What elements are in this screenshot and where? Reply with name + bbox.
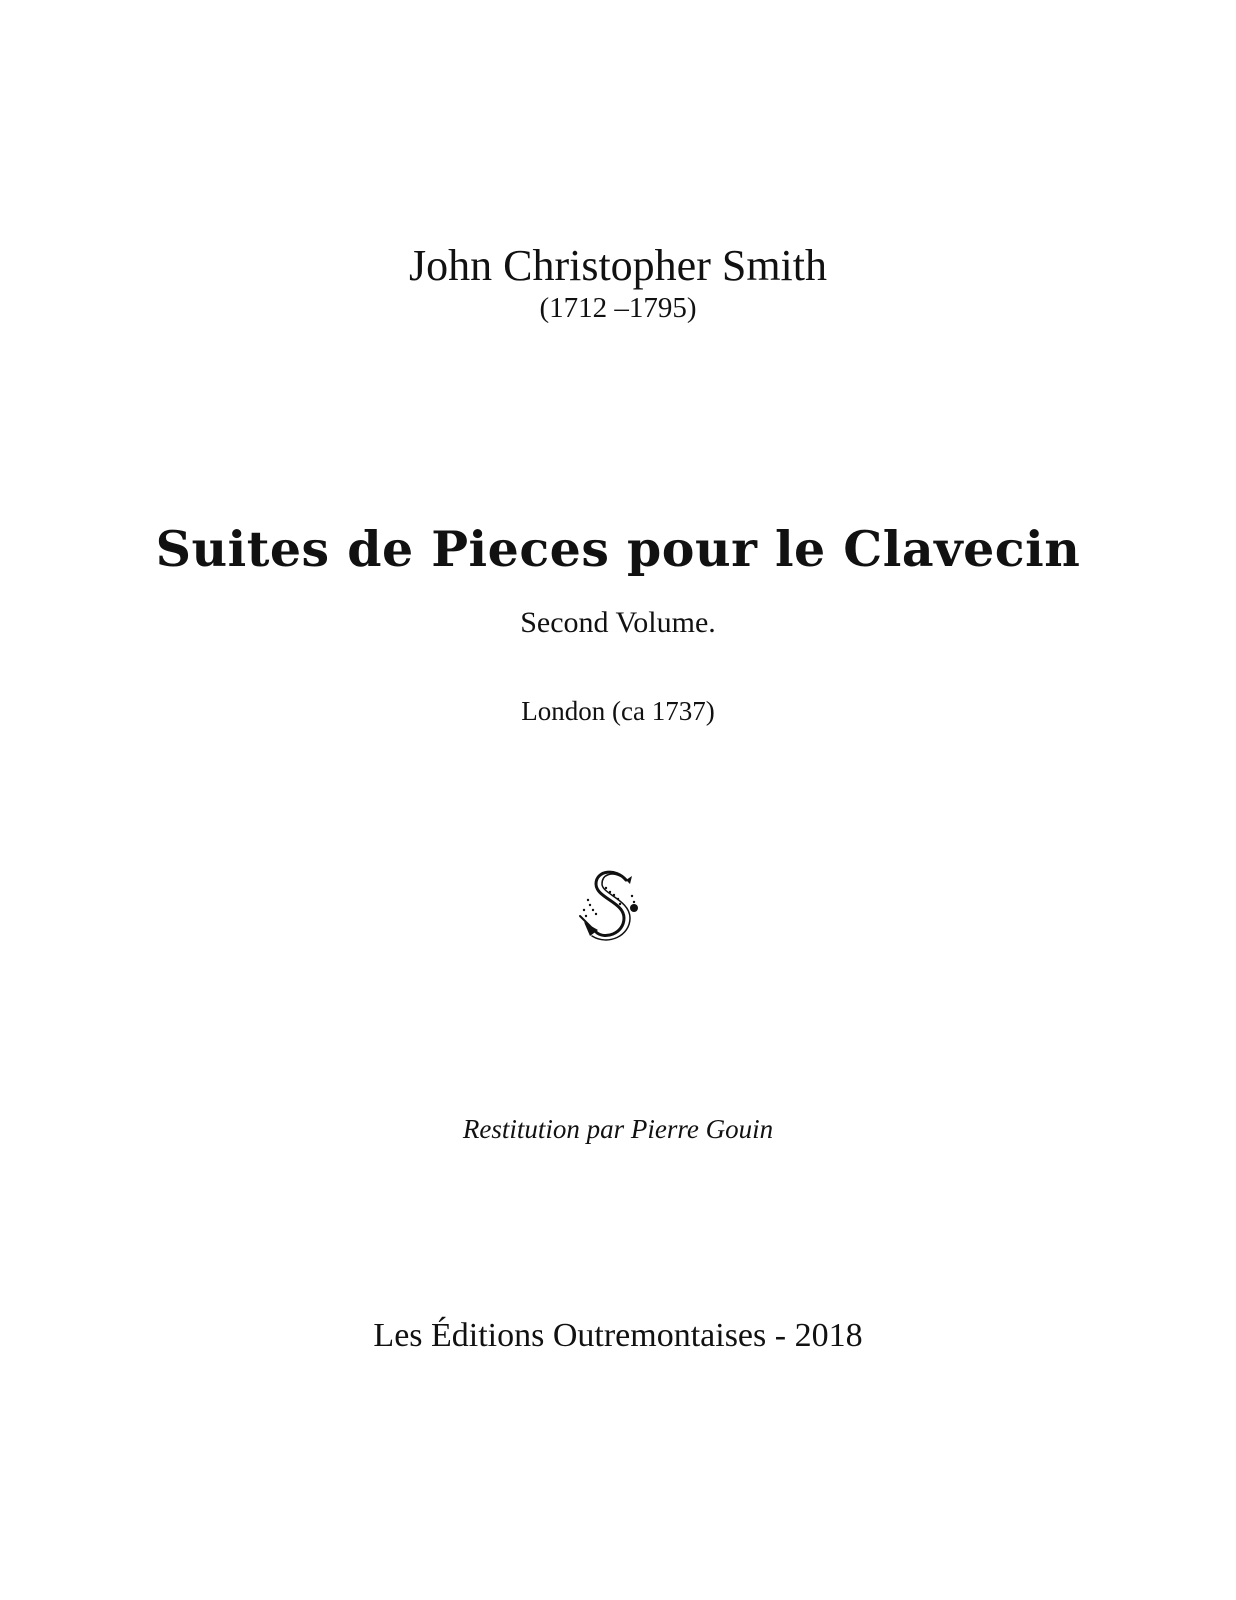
work-title: Suites de Pieces pour le Clavecin: [155, 520, 1081, 578]
publication-place-date: London (ca 1737): [521, 696, 715, 726]
publisher-line: Les Éditions Outremontaises - 2018: [373, 1317, 863, 1354]
volume-label: Second Volume.: [520, 606, 716, 639]
serpent-ornament-icon: [576, 866, 644, 948]
restitution-credit: Restitution par Pierre Gouin: [462, 1114, 774, 1144]
composer-name: John Christopher Smith: [408, 241, 828, 290]
composer-dates: (1712 –1795): [539, 292, 697, 324]
